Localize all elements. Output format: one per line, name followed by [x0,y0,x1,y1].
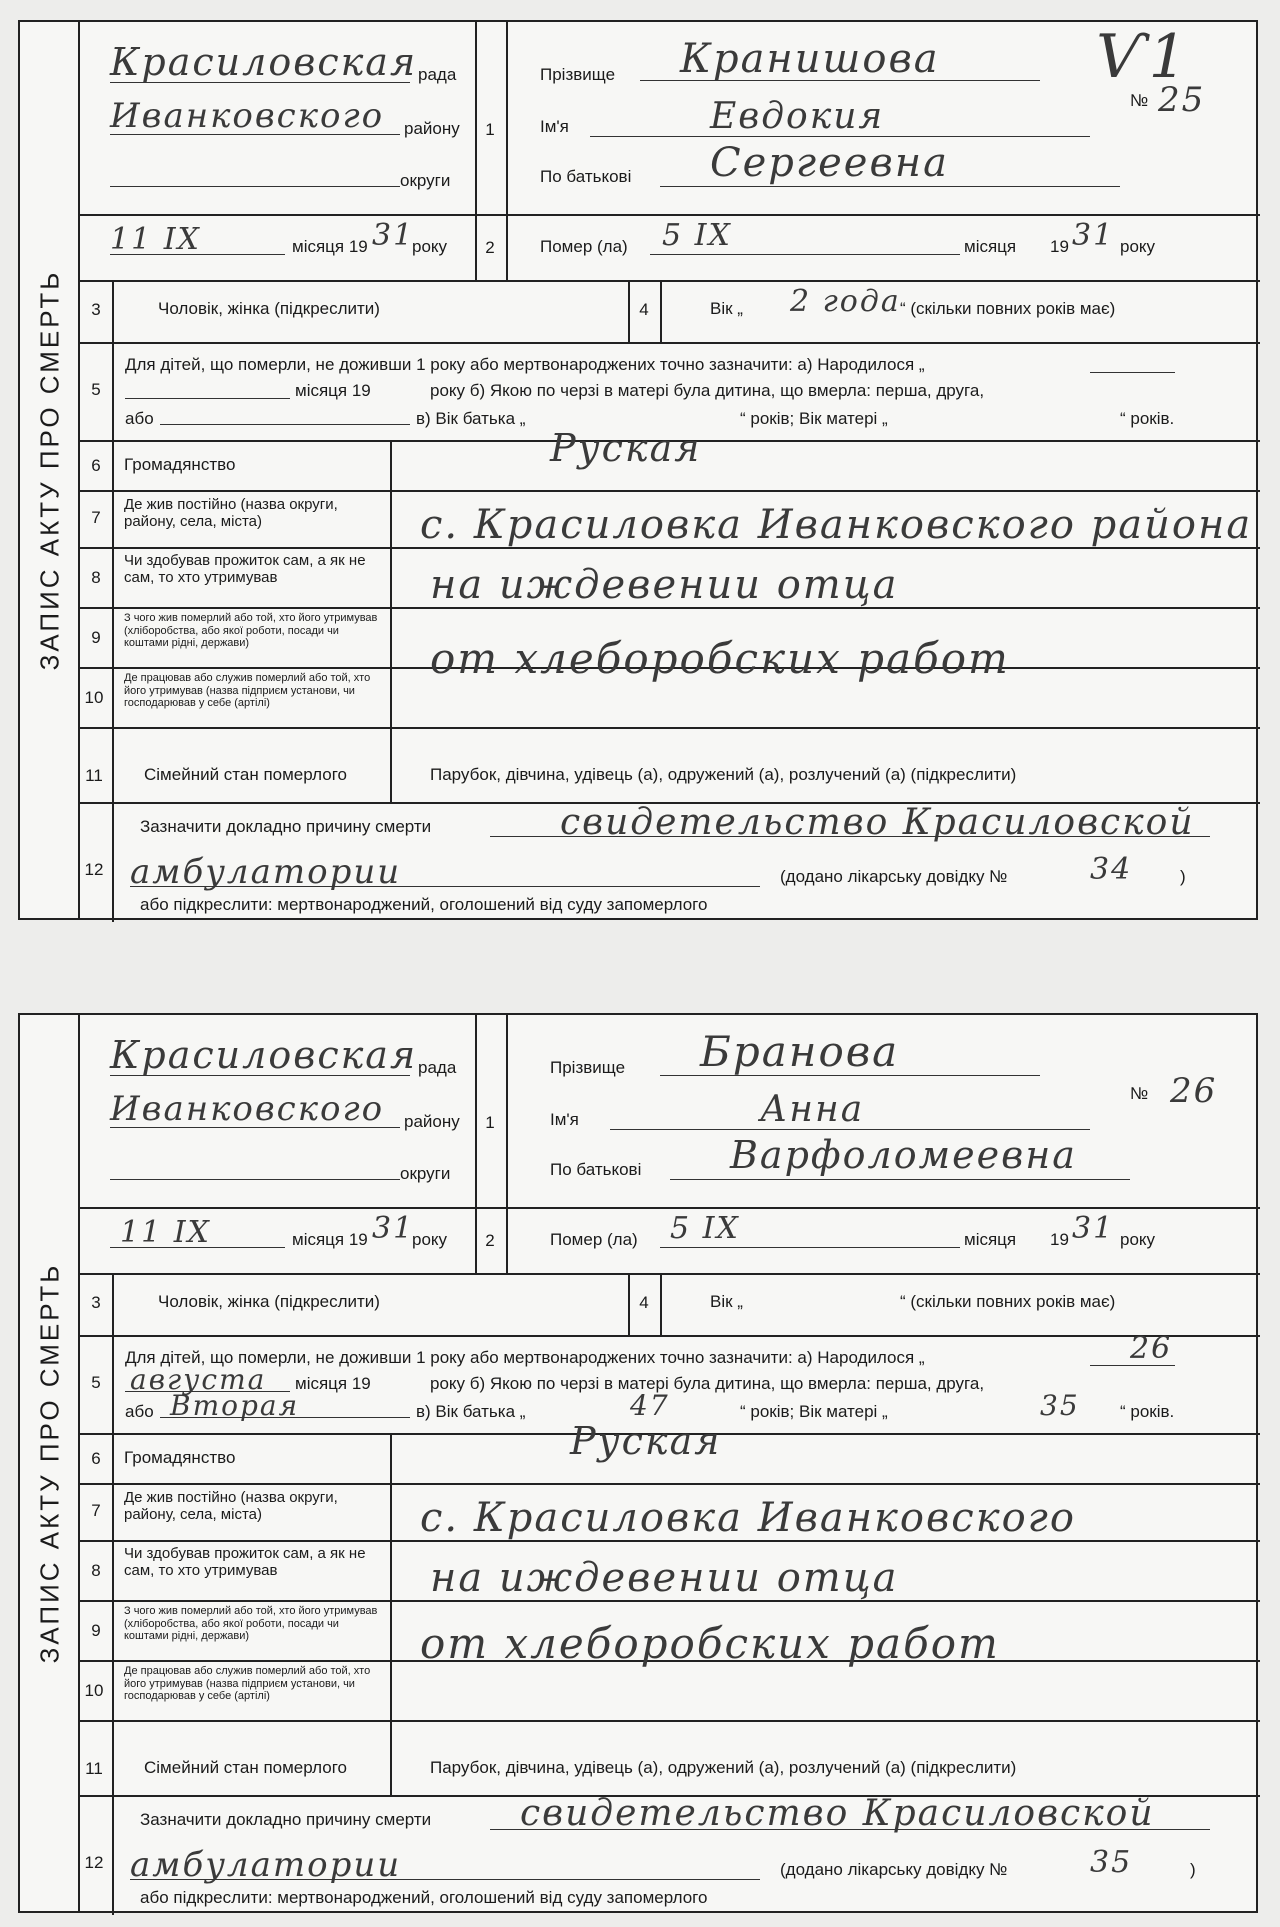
gender-label: Чоловік, жінка (підкреслити) [158,1292,380,1311]
died-label: Помер (ла) [550,1230,638,1249]
marital-options: Парубок, дівчина, удівець (а), одружений (а), розлучений (а) (підкреслити) [430,1758,1017,1777]
cause-label: Зазначити докладно причину смерти [140,1810,432,1829]
record-month-label: місяця 19 [292,1230,368,1249]
number-value: 26 [1170,1071,1218,1111]
stillborn-label: або підкреслити: мертвонароджений, оголошений від суду запомерлого [140,1888,708,1907]
patronymic-value: Сергеевна [710,140,949,186]
corner-mark: Ѵ1 [1095,22,1189,92]
marital-label: Сімейний стан померлого [144,1758,347,1777]
age-value: 2 года [790,284,901,319]
support-value: на иждевении отца [430,562,899,608]
doc-label: (додано лікарську довідку № [780,867,1008,886]
livelihood-label: З чого жив померлий або той, хто його утримував (хліборобства, або якої роботи, посади чи коштами рідні, держави) [124,1605,378,1643]
name-value: Анна [760,1089,865,1130]
doc-close: ) [1190,1860,1196,1879]
record-day-value: 11 IX [110,222,201,257]
rada-label: рада [418,1058,457,1077]
row5-month-label: місяця 19 [295,381,371,400]
workplace-label: Де працював або служив померлий або той, хто його утримував (назва підприєм установи, чи господарював у себе (артілі) [124,672,371,710]
patronymic-value: Варфоломеевна [730,1133,1077,1177]
record-year-label: року [412,1230,448,1249]
okruhy-label: округи [400,171,451,190]
surname-value: Бранова [700,1027,900,1076]
birth-order-value: Вторая [170,1389,300,1422]
record-year-label: року [412,237,448,256]
doc-number: 34 [1090,852,1133,887]
doc-number: 35 [1090,1845,1133,1880]
support-label: Чи здобував прожиток сам, а як не сам, то хто утримував [124,1545,366,1580]
died-month-label: місяця [964,237,1017,256]
row5-month-label: місяця 19 [295,1374,371,1393]
name-label: Ім'я [540,117,569,136]
surname-label: Прізвище [540,65,616,84]
born-day-value: 26 [1130,1331,1173,1366]
raion-label: району [404,1112,460,1131]
record-month-label: місяця 19 [292,237,368,256]
father-age-label: в) Вік батька „ [416,1402,526,1421]
citizenship-value: Руская [570,1419,722,1463]
row5-line1: Для дітей, що померли, не доживши 1 року або мертвонароджених точно зазначити: а) Народилося „ [125,1348,925,1367]
side-title: ЗАПИС АКТУ ПРО СМЕРТЬ [34,269,65,671]
raion-label: району [404,119,460,138]
cause-line1: свидетельство Красиловской [520,1793,1155,1834]
years-label: “ років. [1120,409,1175,428]
patronymic-label: По батькові [540,167,632,186]
rada-value: Красиловская [110,1033,418,1077]
years-label: “ років. [1120,1402,1175,1421]
died-date-value: 5 IX [662,218,732,253]
died-year-prefix: 19 [1050,237,1069,256]
mother-age-value: 35 [1040,1389,1080,1422]
number-label: № [1130,91,1149,110]
marital-label: Сімейний стан померлого [144,765,347,784]
cause-line2: амбулатории [130,1845,402,1885]
support-label: Чи здобував прожиток сам, а як не сам, то хто утримував [124,552,366,587]
number-label: № [1130,1084,1149,1103]
row5-line1: Для дітей, що померли, не доживши 1 року або мертвонароджених точно зазначити: а) Народилося „ [125,355,925,374]
rada-value: Красиловская [110,40,418,84]
cause-line1: свидетельство Красиловской [560,802,1195,843]
number-value: 25 [1158,80,1206,120]
name-label: Ім'я [550,1110,579,1129]
rada-label: рада [418,65,457,84]
doc-close: ) [1180,867,1186,886]
side-title-panel [20,22,80,918]
raion-value: Иванковского [110,1089,385,1129]
died-date-value: 5 IX [670,1211,740,1246]
citizenship-label: Громадянство [124,455,236,474]
doc-label: (додано лікарську довідку № [780,1860,1008,1879]
surname-value: Кранишова [680,36,940,82]
row5-or: або [125,409,154,428]
side-title-panel [20,1015,80,1911]
patronymic-label: По батькові [550,1160,642,1179]
livelihood-label: З чого жив померлий або той, хто його утримував (хліборобства, або якої роботи, посади чи коштами рідні, держави) [124,612,378,650]
died-label: Помер (ла) [540,237,628,256]
mother-age-label: “ років; Вік матері „ [740,1402,888,1421]
died-month-label: місяця [964,1230,1017,1249]
death-record-form-2: ЗАПИС АКТУ ПРО СМЕРТЬ Красиловская рада Иванковского району округи 11 IX місяця 19 31 року 1 2 Прізвище Бранова № 26 Ім'я Анна По батькові Варфоломеевна Помер (ла) 5 IX місяця 19 31 року 3 Чоловік, жінка (підкреслити) 4 Вік „ “ (скільки повних років має) 5 Для дітей, що померли, не доживши 1 року або мертвонароджених точно зазначити: а) Народилося „ 26 августа місяця 19 року б) Якою по черзі в матері була дитина, що вмерла: перша, друга, або Вторая в) Вік батька „ 47 “ років; Вік матері „ 35 “ років. 6 Громадянство Руская 7 Де жив постійно (назва округи, району, села, міста) с. Красиловка Иванковского 8 Чи здобував прожиток сам, а як не сам, то хто утримував на иждевении отца 9 З чого жив померлий або той, хто його утримував (хліборобства, або якої роботи, посади чи коштами рідні, держави) от хлеборобских работ 10 Де працював або служив померлий або той, хто його утримував (назва підприєм установи, чи господарював у себе (артілі) 11 Сімейний стан померлого Парубок, дівчина, удівець (а), одружений (а), розлучений (а) (підкреслити) 12 Зазначити докладно причину смерти свидетельство Красиловской амбулатории (додано лікарську довідку № 35 ) або підкреслити: мертвонароджений, оголошений від суду запомерлого [18,1013,1258,1913]
died-year-value: 31 [1072,218,1115,253]
record-year-value: 31 [372,218,415,253]
mother-age-label: “ років; Вік матері „ [740,409,888,428]
cause-label: Зазначити докладно причину смерти [140,817,432,836]
livelihood-value: от хлеборобских работ [420,1619,1000,1668]
support-value: на иждевении отца [430,1555,899,1601]
father-age-value: 47 [630,1389,670,1422]
okruhy-label: округи [400,1164,451,1183]
died-year-prefix: 19 [1050,1230,1069,1249]
died-year-value: 31 [1072,1211,1115,1246]
age-label: Вік „ [710,299,743,318]
age-label: Вік „ [710,1292,743,1311]
died-year-label: року [1120,1230,1156,1249]
row5-line2: року б) Якою по черзі в матері була дитина, що вмерла: перша, друга, [430,1374,985,1393]
citizenship-label: Громадянство [124,1448,236,1467]
workplace-label: Де працював або служив померлий або той, хто його утримував (назва підприєм установи, чи господарював у себе (артілі) [124,1665,371,1703]
livelihood-value: от хлеборобских работ [430,634,1010,683]
residence-value: с. Красиловка Иванковского [420,1495,1076,1541]
surname-label: Прізвище [550,1058,626,1077]
record-day-value: 11 IX [120,1215,211,1250]
age-suffix: “ (скільки повних років має) [900,299,1116,318]
row5-or: або [125,1402,154,1421]
father-age-label: в) Вік батька „ [416,409,526,428]
died-year-label: року [1120,237,1156,256]
born-month-value: августа [130,1363,267,1396]
residence-label: Де жив постійно (назва округи, району, села, міста) [124,1489,338,1524]
death-record-form-1: ЗАПИС АКТУ ПРО СМЕРТЬ Красиловская рада Иванковского району округи 11 IX місяця 19 31 року 1 2 Прізвище Кранишова Ѵ1 № 25 Ім'я Евдокия По батькові Сергеевна Помер (ла) 5 IX місяця 19 31 року 3 Чоловік, жінка (підкреслити) 4 Вік „ 2 года “ (скільки повних років має) 5 Для дітей, що померли, не доживши 1 року або мертвонароджених точно зазначити: а) Народилося „ місяця 19 року б) Якою по черзі в матері була дитина, що вмерла: перша, друга, або в) Вік батька „ “ років; Вік матері „ “ років. 6 Громадянство Руская 7 Де жив постійно (назва округи, району, села, міста) с. Красиловка Иванковского района 8 Чи здобував прожиток сам, а як не сам, то хто утримував на иждевении отца 9 З чого жив померлий або той, хто його утримував (хліборобства, або якої роботи, посади чи коштами рідні, держави) от хлеборобских работ 10 Де працював або служив померлий або той, хто його утримував (назва підприєм установи, чи господарював у себе (артілі) 11 Сімейний стан померлого Парубок, дівчина, удівець (а), одружений (а), розлучений (а) (підкреслити) 12 Зазначити докладно причину смерти свидетельство Красиловской амбулатории (додано лікарську довідку № 34 ) або підкреслити: мертвонароджений, оголошений від суду запомерлого [18,20,1258,920]
cause-line2: амбулатории [130,852,402,892]
marital-options: Парубок, дівчина, удівець (а), одружений (а), розлучений (а) (підкреслити) [430,765,1017,784]
age-suffix: “ (скільки повних років має) [900,1292,1116,1311]
citizenship-value: Руская [550,426,702,470]
raion-value: Иванковского [110,96,385,136]
record-year-value: 31 [372,1211,415,1246]
gender-label: Чоловік, жінка (підкреслити) [158,299,380,318]
side-title: ЗАПИС АКТУ ПРО СМЕРТЬ [34,1262,65,1664]
stillborn-label: або підкреслити: мертвонароджений, оголошений від суду запомерлого [140,895,708,914]
residence-label: Де жив постійно (назва округи, району, села, міста) [124,496,338,531]
name-value: Евдокия [710,96,885,137]
row5-line2: року б) Якою по черзі в матері була дитина, що вмерла: перша, друга, [430,381,985,400]
residence-value: с. Красиловка Иванковского района [420,502,1253,548]
